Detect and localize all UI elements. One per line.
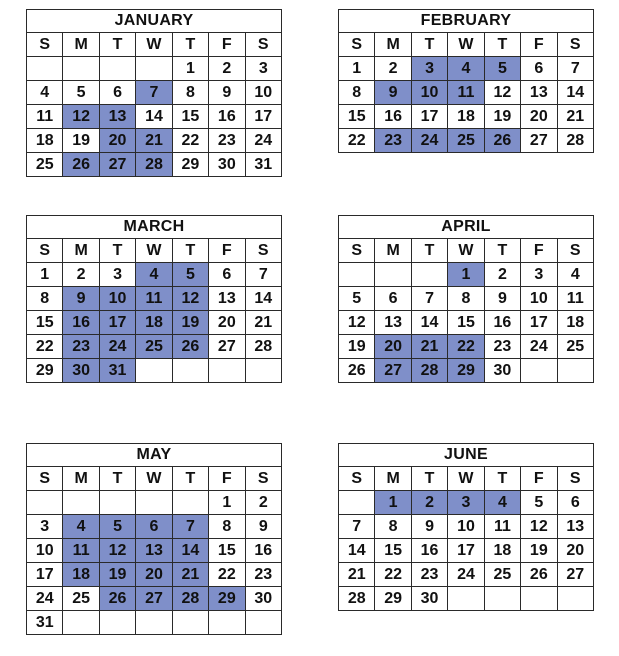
day-cell: 9 [484,287,520,311]
day-cell: 7 [557,57,593,81]
highlighted-day-cell: 7 [172,515,208,539]
empty-day-cell [448,587,484,611]
empty-day-cell [375,263,411,287]
calendar-january [26,9,282,177]
weekday-header: F [521,467,557,491]
day-cell: 23 [209,129,245,153]
highlighted-day-cell: 12 [63,105,99,129]
weekday-header: T [411,239,447,263]
highlighted-day-cell: 5 [172,263,208,287]
weekday-header: T [99,239,135,263]
highlighted-day-cell: 18 [136,311,172,335]
highlighted-day-cell: 30 [63,359,99,383]
day-cell: 8 [339,81,375,105]
weekday-header: M [375,239,411,263]
day-cell: 20 [209,311,245,335]
highlighted-day-cell: 19 [172,311,208,335]
day-cell: 19 [521,539,557,563]
day-cell: 1 [172,57,208,81]
day-cell: 10 [27,539,63,563]
highlighted-day-cell: 26 [63,153,99,177]
highlighted-day-cell: 16 [63,311,99,335]
weekday-header: M [63,33,99,57]
weekday-header: S [245,33,281,57]
day-cell: 2 [63,263,99,287]
week-row [339,287,594,311]
day-cell: 14 [411,311,447,335]
highlighted-day-cell: 20 [375,335,411,359]
day-cell: 16 [245,539,281,563]
empty-day-cell [209,359,245,383]
day-cell: 2 [375,57,411,81]
highlighted-day-cell: 21 [136,129,172,153]
day-cell: 15 [172,105,208,129]
day-cell: 29 [375,587,411,611]
highlighted-day-cell: 4 [448,57,484,81]
weekday-header: S [339,239,375,263]
day-cell: 11 [27,105,63,129]
day-cell: 3 [245,57,281,81]
calendar-april [338,215,594,383]
week-row [339,587,594,611]
weekday-header: F [521,33,557,57]
month-title: MARCH [27,216,282,239]
empty-day-cell [63,491,99,515]
empty-day-cell [172,491,208,515]
day-cell: 5 [339,287,375,311]
empty-day-cell [136,491,172,515]
day-cell: 18 [557,311,593,335]
empty-day-cell [172,359,208,383]
weekday-header: S [557,239,593,263]
day-cell: 15 [209,539,245,563]
highlighted-day-cell: 11 [448,81,484,105]
empty-day-cell [99,491,135,515]
highlighted-day-cell: 12 [172,287,208,311]
day-cell: 19 [339,335,375,359]
week-row [27,263,282,287]
calendar-february [338,9,594,153]
highlighted-day-cell: 28 [136,153,172,177]
day-cell: 3 [99,263,135,287]
day-cell: 7 [411,287,447,311]
day-cell: 27 [209,335,245,359]
weekday-header: S [27,467,63,491]
highlighted-day-cell: 13 [99,105,135,129]
empty-day-cell [411,263,447,287]
day-cell: 2 [245,491,281,515]
day-cell: 23 [484,335,520,359]
day-cell: 12 [521,515,557,539]
week-row [339,335,594,359]
day-cell: 3 [521,263,557,287]
highlighted-day-cell: 14 [172,539,208,563]
highlighted-day-cell: 20 [136,563,172,587]
day-cell: 31 [27,611,63,635]
highlighted-day-cell: 3 [448,491,484,515]
weekday-header: T [484,33,520,57]
day-cell: 6 [99,81,135,105]
day-cell: 22 [209,563,245,587]
weekday-header: W [136,467,172,491]
weekday-header: S [339,467,375,491]
month-title: JANUARY [27,10,282,33]
day-cell: 20 [557,539,593,563]
week-row [27,335,282,359]
week-row [339,81,594,105]
empty-day-cell [136,57,172,81]
empty-day-cell [63,57,99,81]
month-title: APRIL [339,216,594,239]
day-cell: 1 [209,491,245,515]
calendar-may [26,443,282,635]
weekday-header: S [245,467,281,491]
weekday-header: W [136,33,172,57]
highlighted-day-cell: 27 [99,153,135,177]
day-cell: 22 [375,563,411,587]
day-cell: 24 [27,587,63,611]
day-cell: 25 [63,587,99,611]
highlighted-day-cell: 4 [63,515,99,539]
empty-day-cell [27,491,63,515]
week-row [27,153,282,177]
highlighted-day-cell: 27 [136,587,172,611]
highlighted-day-cell: 17 [99,311,135,335]
week-row [339,359,594,383]
day-cell: 18 [27,129,63,153]
day-cell: 12 [484,81,520,105]
day-cell: 24 [245,129,281,153]
month-title: JUNE [339,444,594,467]
day-cell: 30 [411,587,447,611]
week-row [27,287,282,311]
highlighted-day-cell: 21 [172,563,208,587]
weekday-header: T [99,467,135,491]
highlighted-day-cell: 9 [375,81,411,105]
weekday-header: M [63,239,99,263]
empty-day-cell [339,491,375,515]
day-cell: 4 [27,81,63,105]
highlighted-day-cell: 26 [172,335,208,359]
day-cell: 16 [209,105,245,129]
day-cell: 17 [411,105,447,129]
day-cell: 14 [339,539,375,563]
highlighted-day-cell: 11 [136,287,172,311]
weekday-header: W [136,239,172,263]
empty-day-cell [484,587,520,611]
day-cell: 6 [521,57,557,81]
day-cell: 21 [339,563,375,587]
empty-day-cell [521,359,557,383]
weekday-header: F [209,239,245,263]
weekday-header: S [557,467,593,491]
day-cell: 14 [245,287,281,311]
highlighted-day-cell: 4 [136,263,172,287]
highlighted-day-cell: 6 [136,515,172,539]
highlighted-day-cell: 21 [411,335,447,359]
weekday-header: S [27,33,63,57]
highlighted-day-cell: 7 [136,81,172,105]
empty-day-cell [557,587,593,611]
day-cell: 25 [557,335,593,359]
month-title: MAY [27,444,282,467]
week-row [27,359,282,383]
day-cell: 24 [521,335,557,359]
day-cell: 24 [448,563,484,587]
day-cell: 17 [27,563,63,587]
day-cell: 5 [521,491,557,515]
day-cell: 13 [557,515,593,539]
highlighted-day-cell: 20 [99,129,135,153]
week-row [27,311,282,335]
weekday-header: S [557,33,593,57]
weekday-header: S [27,239,63,263]
weekday-header: F [209,33,245,57]
day-cell: 29 [27,359,63,383]
highlighted-day-cell: 9 [63,287,99,311]
highlighted-day-cell: 5 [99,515,135,539]
week-row [27,611,282,635]
weekday-header: W [448,33,484,57]
day-cell: 1 [339,57,375,81]
day-cell: 15 [448,311,484,335]
highlighted-day-cell: 22 [448,335,484,359]
empty-day-cell [245,611,281,635]
week-row [339,491,594,515]
highlighted-day-cell: 25 [448,129,484,153]
day-cell: 4 [557,263,593,287]
empty-day-cell [521,587,557,611]
day-cell: 18 [484,539,520,563]
day-cell: 16 [484,311,520,335]
empty-day-cell [136,359,172,383]
day-cell: 17 [448,539,484,563]
day-cell: 10 [521,287,557,311]
day-cell: 10 [448,515,484,539]
highlighted-day-cell: 10 [411,81,447,105]
highlighted-day-cell: 25 [136,335,172,359]
day-cell: 6 [375,287,411,311]
day-cell: 23 [245,563,281,587]
day-cell: 8 [172,81,208,105]
empty-day-cell [136,611,172,635]
week-row [27,57,282,81]
highlighted-day-cell: 29 [448,359,484,383]
highlighted-day-cell: 1 [448,263,484,287]
day-cell: 7 [339,515,375,539]
day-cell: 9 [411,515,447,539]
week-row [339,129,594,153]
highlighted-day-cell: 19 [99,563,135,587]
day-cell: 15 [27,311,63,335]
day-cell: 30 [484,359,520,383]
week-row [339,311,594,335]
weekday-header: S [245,239,281,263]
day-cell: 13 [209,287,245,311]
week-row [27,491,282,515]
weekday-header: M [375,33,411,57]
day-cell: 9 [209,81,245,105]
day-cell: 5 [63,81,99,105]
empty-day-cell [99,611,135,635]
day-cell: 6 [209,263,245,287]
day-cell: 31 [245,153,281,177]
empty-day-cell [557,359,593,383]
highlighted-day-cell: 11 [63,539,99,563]
day-cell: 28 [557,129,593,153]
empty-day-cell [209,611,245,635]
highlighted-day-cell: 10 [99,287,135,311]
day-cell: 13 [521,81,557,105]
week-row [27,515,282,539]
day-cell: 27 [521,129,557,153]
week-row [339,563,594,587]
day-cell: 10 [245,81,281,105]
day-cell: 17 [521,311,557,335]
day-cell: 26 [339,359,375,383]
week-row [339,263,594,287]
day-cell: 14 [557,81,593,105]
day-cell: 26 [521,563,557,587]
day-cell: 8 [209,515,245,539]
weekday-header: T [484,239,520,263]
day-cell: 16 [411,539,447,563]
day-cell: 28 [339,587,375,611]
week-row [339,57,594,81]
day-cell: 20 [521,105,557,129]
weekday-header: T [172,33,208,57]
weekday-header: S [339,33,375,57]
week-row [27,539,282,563]
empty-day-cell [99,57,135,81]
day-cell: 25 [27,153,63,177]
highlighted-day-cell: 24 [99,335,135,359]
highlighted-day-cell: 29 [209,587,245,611]
day-cell: 14 [136,105,172,129]
day-cell: 22 [339,129,375,153]
day-cell: 12 [339,311,375,335]
weekday-header: W [448,239,484,263]
day-cell: 21 [245,311,281,335]
highlighted-day-cell: 12 [99,539,135,563]
day-cell: 15 [339,105,375,129]
day-cell: 30 [245,587,281,611]
highlighted-day-cell: 3 [411,57,447,81]
weekday-header: T [99,33,135,57]
week-row [27,105,282,129]
week-row [27,563,282,587]
highlighted-day-cell: 24 [411,129,447,153]
weekday-header: M [63,467,99,491]
day-cell: 9 [245,515,281,539]
week-row [27,81,282,105]
day-cell: 17 [245,105,281,129]
weekday-header: W [448,467,484,491]
weekday-header: F [209,467,245,491]
day-cell: 13 [375,311,411,335]
day-cell: 25 [484,563,520,587]
empty-day-cell [27,57,63,81]
empty-day-cell [339,263,375,287]
day-cell: 27 [557,563,593,587]
day-cell: 23 [411,563,447,587]
highlighted-day-cell: 4 [484,491,520,515]
calendar-june [338,443,594,611]
day-cell: 28 [245,335,281,359]
day-cell: 16 [375,105,411,129]
day-cell: 19 [63,129,99,153]
highlighted-day-cell: 26 [484,129,520,153]
highlighted-day-cell: 13 [136,539,172,563]
weekday-header: M [375,467,411,491]
weekday-header: T [484,467,520,491]
empty-day-cell [172,611,208,635]
highlighted-day-cell: 31 [99,359,135,383]
weekday-header: T [172,467,208,491]
day-cell: 19 [484,105,520,129]
day-cell: 30 [209,153,245,177]
highlighted-day-cell: 18 [63,563,99,587]
day-cell: 21 [557,105,593,129]
highlighted-day-cell: 2 [411,491,447,515]
highlighted-day-cell: 27 [375,359,411,383]
month-title: FEBRUARY [339,10,594,33]
day-cell: 15 [375,539,411,563]
day-cell: 29 [172,153,208,177]
highlighted-day-cell: 23 [375,129,411,153]
day-cell: 11 [484,515,520,539]
highlighted-day-cell: 5 [484,57,520,81]
highlighted-day-cell: 28 [411,359,447,383]
highlighted-day-cell: 1 [375,491,411,515]
day-cell: 22 [27,335,63,359]
day-cell: 8 [27,287,63,311]
empty-day-cell [63,611,99,635]
day-cell: 8 [448,287,484,311]
highlighted-day-cell: 26 [99,587,135,611]
week-row [27,587,282,611]
weekday-header: T [411,33,447,57]
weekday-header: T [172,239,208,263]
empty-day-cell [245,359,281,383]
calendar-march [26,215,282,383]
day-cell: 22 [172,129,208,153]
highlighted-day-cell: 28 [172,587,208,611]
day-cell: 6 [557,491,593,515]
weekday-header: F [521,239,557,263]
day-cell: 3 [27,515,63,539]
day-cell: 1 [27,263,63,287]
week-row [27,129,282,153]
day-cell: 8 [375,515,411,539]
week-row [339,539,594,563]
day-cell: 2 [484,263,520,287]
highlighted-day-cell: 23 [63,335,99,359]
day-cell: 7 [245,263,281,287]
day-cell: 18 [448,105,484,129]
day-cell: 2 [209,57,245,81]
weekday-header: T [411,467,447,491]
day-cell: 11 [557,287,593,311]
week-row [339,515,594,539]
week-row [339,105,594,129]
